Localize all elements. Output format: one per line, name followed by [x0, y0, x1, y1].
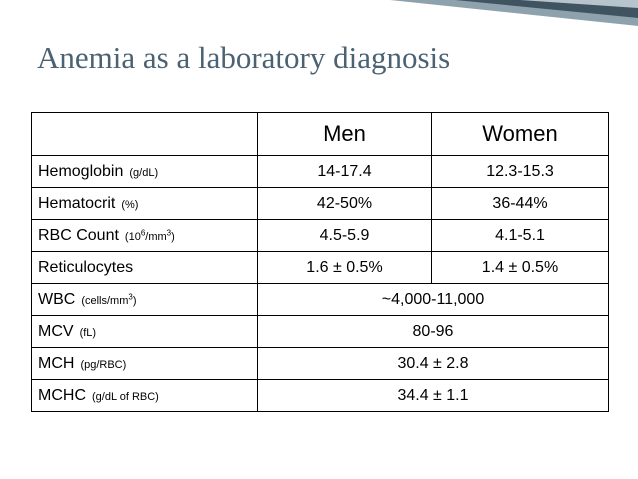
row-name: MCH	[38, 354, 75, 372]
table-row	[32, 156, 609, 188]
row-name: Reticulocytes	[38, 258, 134, 276]
table-row	[32, 284, 609, 316]
row-name: WBC	[38, 290, 76, 308]
combined-value: 34.4 ± 1.1	[258, 380, 609, 412]
row-unit: (fL)	[79, 326, 97, 339]
combined-value: 80-96	[258, 316, 609, 348]
table-row	[32, 380, 609, 412]
row-name: Hematocrit	[38, 194, 116, 212]
table-row	[32, 348, 609, 380]
table-header-row	[32, 113, 609, 156]
column-header-men: Men	[258, 113, 432, 156]
empty-header-cell	[32, 113, 258, 156]
slide-title: Anemia as a laboratory diagnosis	[37, 40, 451, 75]
lab-values-table	[31, 112, 609, 412]
column-header-women: Women	[432, 113, 609, 156]
women-value: 12.3-15.3	[432, 156, 609, 188]
row-unit: (pg/RBC)	[80, 358, 127, 371]
row-label	[32, 380, 258, 412]
row-unit: (g/dL)	[129, 166, 159, 179]
table-row	[32, 188, 609, 220]
row-label	[32, 316, 258, 348]
slide-corner-decoration	[0, 0, 638, 34]
men-value: 14-17.4	[258, 156, 432, 188]
men-value: 42-50%	[258, 188, 432, 220]
row-unit: (g/dL of RBC)	[92, 390, 159, 403]
row-unit: (%)	[121, 198, 139, 211]
table-row	[32, 252, 609, 284]
row-label	[32, 220, 258, 252]
combined-value: ~4,000-11,000	[258, 284, 609, 316]
row-label	[32, 252, 258, 284]
combined-value: 30.4 ± 2.8	[258, 348, 609, 380]
row-name: MCV	[38, 322, 74, 340]
women-value: 1.4 ± 0.5%	[432, 252, 609, 284]
row-label	[32, 156, 258, 188]
table-row	[32, 220, 609, 252]
men-value: 1.6 ± 0.5%	[258, 252, 432, 284]
row-name: Hemoglobin	[38, 162, 124, 180]
row-label	[32, 188, 258, 220]
men-value: 4.5-5.9	[258, 220, 432, 252]
row-unit: $(cells/mm^3)$	[81, 291, 137, 307]
row-unit: $(10^6/mm^3)$	[124, 227, 175, 243]
women-value: 36-44%	[432, 188, 609, 220]
row-name: MCHC	[38, 386, 86, 404]
row-label	[32, 348, 258, 380]
row-name: RBC Count	[38, 226, 119, 244]
table-row	[32, 316, 609, 348]
women-value: 4.1-5.1	[432, 220, 609, 252]
row-label	[32, 284, 258, 316]
